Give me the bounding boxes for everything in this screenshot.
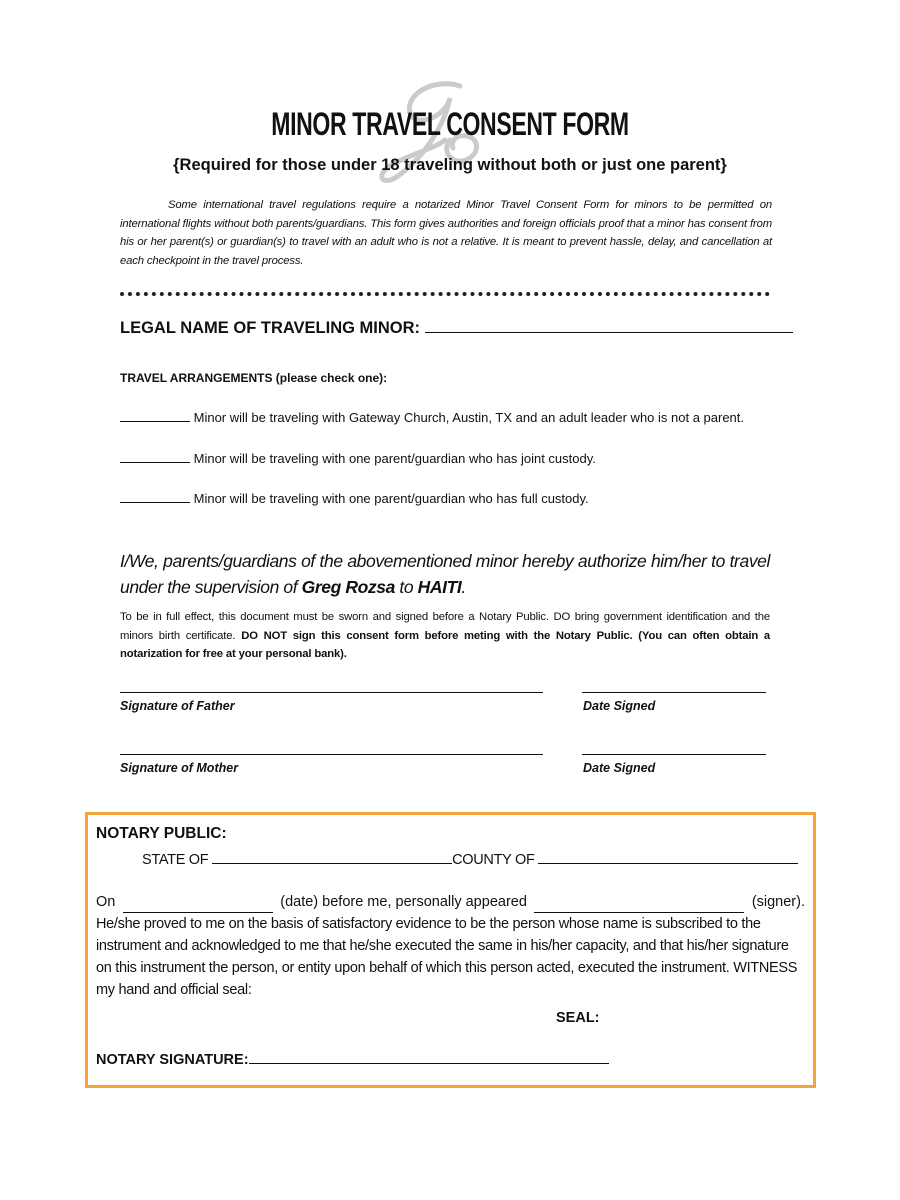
notary-body: He/she proved to me on the basis of satisfactory evidence to be the person whose name is subscribed to the instrument and acknowledged to me that he/she executed the same in his/her capacity, and that his/her signature on this instrument the person, or entity upon behalf of which this person acted, executed the instrument. WITNESS my hand and official seal: (96, 915, 798, 998)
supervisor-name: Greg Rozsa (301, 577, 395, 597)
date-signer-row: On (date) before me, personally appeared (signer). (96, 891, 805, 913)
authorization-statement: I/We, parents/guardians of the abovementioned minor hereby authorize him/her to travel under the supervision of Greg Rozsa to HAITI. (120, 551, 770, 597)
date-field[interactable] (123, 891, 273, 913)
state-field[interactable] (212, 863, 452, 864)
legal-name-label: LEGAL NAME OF TRAVELING MINOR: (120, 319, 421, 337)
option-row (120, 491, 589, 506)
state-county-row: STATE OF COUNTY OF (142, 849, 805, 871)
date-signed-label: Date Signed (583, 760, 656, 775)
option-label: Minor will be traveling with one parent/guardian who has full custody. (193, 491, 589, 506)
father-signature-row (120, 692, 770, 754)
notary-heading: NOTARY PUBLIC: (96, 824, 227, 842)
signer-field[interactable] (534, 891, 744, 913)
mother-date-line[interactable] (582, 754, 766, 755)
arrangements-label: TRAVEL ARRANGEMENTS (please check one): (120, 371, 388, 385)
notary-notice: To be in full effect, this document must be sworn and signed before a Notary Public. DO bring government identification and the minors birth certificate. DO NOT sign this consent form before meting with the Notary Public. (You can often obtain a notarization for free at your personal bank). (120, 611, 770, 661)
option-label: Minor will be traveling with Gateway Church, Austin, TX and an adult leader who is not a parent. (193, 410, 745, 425)
date-signed-label: Date Signed (583, 698, 656, 713)
father-signature-line[interactable] (120, 692, 543, 693)
dotted-divider (120, 292, 770, 296)
father-signature-label: Signature of Father (120, 698, 235, 713)
option-row (120, 410, 744, 425)
option-check-field[interactable] (120, 421, 190, 422)
mother-signature-row (120, 754, 770, 794)
seal-label: SEAL: (556, 1009, 600, 1026)
option-check-field[interactable] (120, 462, 190, 463)
page-title: MINOR TRAVEL CONSENT FORM (271, 106, 629, 142)
destination: HAITI (417, 577, 462, 597)
option-check-field[interactable] (120, 502, 190, 503)
option-row (120, 451, 596, 466)
mother-signature-line[interactable] (120, 754, 543, 755)
subtitle: {Required for those under 18 traveling without both or just one parent} (173, 156, 727, 174)
mother-signature-label: Signature of Mother (120, 760, 239, 775)
notary-signature-row: NOTARY SIGNATURE: (96, 1049, 805, 1071)
father-date-line[interactable] (582, 692, 766, 693)
intro-paragraph: Some international travel regulations require a notarized Minor Travel Consent Form for minors to be permitted on international flights without both parents/guardians. This form gives authorities and foreign officials proof that a minor has consent from his or her parent(s) or guardian(s) to travel with an adult who is not a relative. It is meant to prevent hassle, delay, and cancellation at each checkpoint in the travel process. (120, 199, 772, 267)
county-field[interactable] (538, 863, 798, 864)
option-label: Minor will be traveling with one parent/guardian who has joint custody. (193, 451, 596, 466)
legal-name-field[interactable] (425, 332, 793, 333)
notary-section (85, 812, 816, 1088)
notary-signature-field[interactable] (249, 1063, 609, 1064)
legal-name-row (120, 319, 793, 338)
lower-section (96, 548, 805, 1088)
